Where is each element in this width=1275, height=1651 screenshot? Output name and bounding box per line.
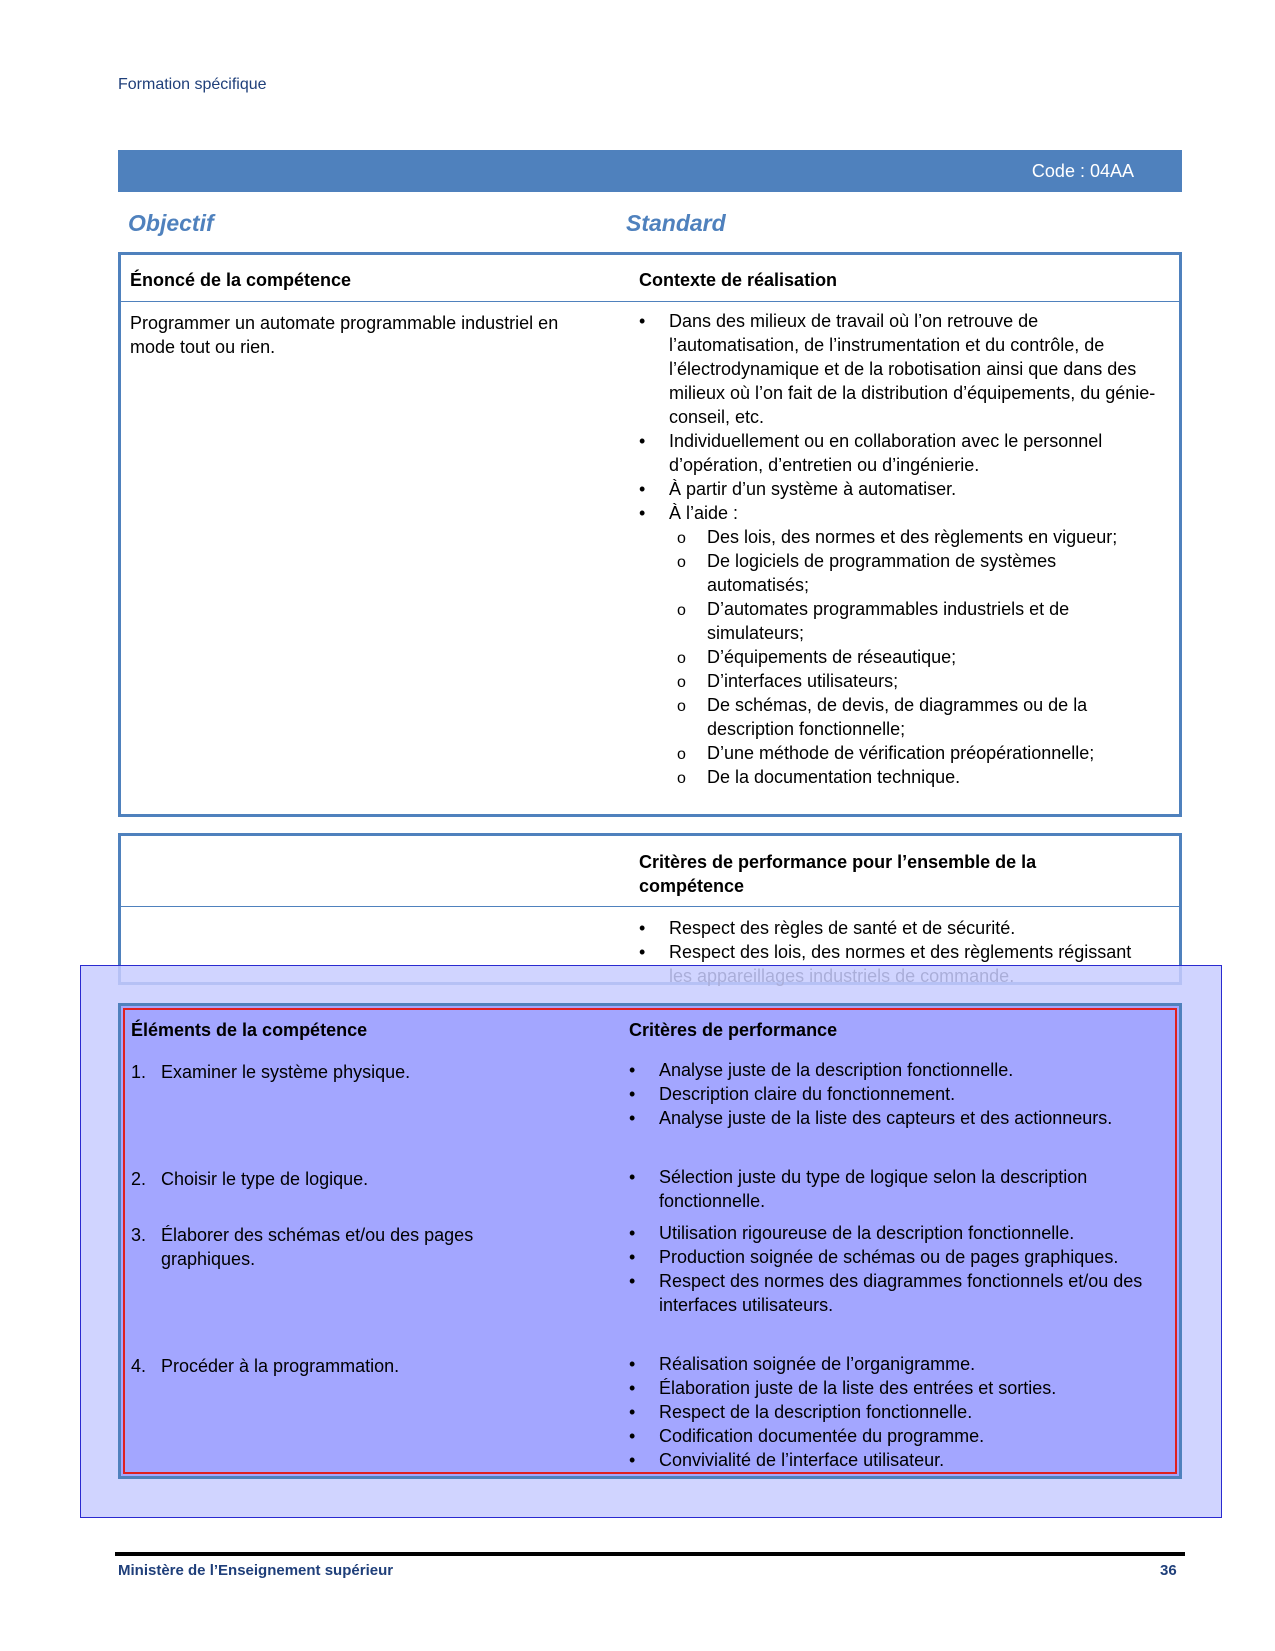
context-item: • Individuellement ou en collaboration avec le personnel d’opération, d’entretien ou d’ingénierie. (639, 429, 1159, 477)
context-list-block (639, 309, 1159, 789)
element-criteria (629, 1165, 1149, 1213)
criteria-column-header: Critères de performance (629, 1020, 838, 1040)
aid-item: o D’interfaces utilisateurs; (677, 669, 1159, 693)
criterion-item: • Description claire du fonctionnement. (629, 1082, 1149, 1106)
aid-item: o De la documentation technique. (677, 765, 1159, 789)
aid-item: o De schémas, de devis, de diagrammes ou de la description fonctionnelle; (677, 693, 1159, 741)
aid-item: o D’équipements de réseautique; (677, 645, 1159, 669)
footer-ministry: Ministère de l’Enseignement supérieur (118, 1562, 394, 1579)
context-item: • À l’aide : (639, 501, 1159, 525)
criterion-item: • Production soignée de schémas ou de pages graphiques. (629, 1245, 1149, 1269)
elements-criteria-table (118, 1003, 1182, 1479)
page-number: 36 (1160, 1562, 1177, 1579)
overall-criterion: • Respect des lois, des normes et des règlements régissant (639, 940, 1159, 988)
criterion-item: • Codification documentée du programme. (629, 1424, 1149, 1448)
overall-criteria-box (118, 833, 1182, 985)
context-item: • Dans des milieux de travail où l’on retrouve de l’automatisation, de l’instrumentation et du contrôle, de l’électrodynamique et de la robotisation ainsi que dans des milieux où l’on fait de la distribution d’équipements, du génie-conseil, etc. (639, 309, 1159, 429)
criterion-item: • Utilisation rigoureuse de la description fonctionnelle. (629, 1221, 1149, 1245)
context-column-header: Contexte de réalisation (639, 270, 838, 290)
element-criteria (629, 1058, 1149, 1130)
competency-statement-box (118, 252, 1182, 817)
overall-criterion: • Respect des règles de santé et de sécurité. (639, 916, 1159, 940)
element-title: Élaborer des schémas et/ou des pages graphiques. (161, 1225, 474, 1269)
overall-criteria-header: Critères de performance pour l’ensemble de la compétence (639, 852, 1037, 896)
aid-item: o De logiciels de programmation de systèmes automatisés; (677, 549, 1159, 597)
elements-column-header: Éléments de la compétence (131, 1020, 368, 1040)
element-title: Choisir le type de logique. (161, 1169, 369, 1189)
criterion-item: • Convivialité de l’interface utilisateur. (629, 1448, 1149, 1472)
criterion-item: • Analyse juste de la description fonctionnelle. (629, 1058, 1149, 1082)
element-number: 1. (131, 1062, 147, 1082)
criterion-item: • Analyse juste de la liste des capteurs et des actionneurs. (629, 1106, 1149, 1130)
aids-list (639, 525, 1159, 789)
element-number: 2. (131, 1169, 147, 1189)
statement-column-header: Énoncé de la compétence (130, 270, 352, 290)
competency-code: Code : 04AA (1031, 161, 1134, 181)
objectif-heading: Objectif (128, 210, 214, 236)
element-title: Examiner le système physique. (161, 1062, 411, 1082)
element-criteria (629, 1352, 1149, 1472)
criterion-item: • Respect de la description fonctionnelle. (629, 1400, 1149, 1424)
aid-item: o D’automates programmables industriels et de simulateurs; (677, 597, 1159, 645)
element-title: Procéder à la programmation. (161, 1356, 400, 1376)
standard-heading: Standard (626, 210, 726, 236)
element-number: 4. (131, 1356, 147, 1376)
criterion-item: • Sélection juste du type de logique selon la description fonctionnelle. (629, 1165, 1149, 1213)
element-number: 3. (131, 1225, 147, 1245)
context-list (639, 309, 1159, 525)
code-band (118, 150, 1182, 192)
context-item: • À partir d’un système à automatiser. (639, 477, 1159, 501)
criterion-item: • Élaboration juste de la liste des entrées et sorties. (629, 1376, 1149, 1400)
criterion-item: • Réalisation soignée de l’organigramme. (629, 1352, 1149, 1376)
aid-item: o D’une méthode de vérification préopérationnelle; (677, 741, 1159, 765)
footer-divider (115, 1552, 1185, 1556)
criterion-item: • Respect des normes des diagrammes fonctionnels et/ou des interfaces utilisateurs. (629, 1269, 1149, 1317)
aid-item: o Des lois, des normes et des règlements en vigueur; (677, 525, 1159, 549)
document-header-label: Formation spécifique (118, 76, 267, 93)
element-criteria (629, 1221, 1149, 1317)
section-headings (128, 210, 1178, 240)
competency-statement: Programmer un automate programmable industriel en mode tout ou rien. (130, 313, 559, 357)
